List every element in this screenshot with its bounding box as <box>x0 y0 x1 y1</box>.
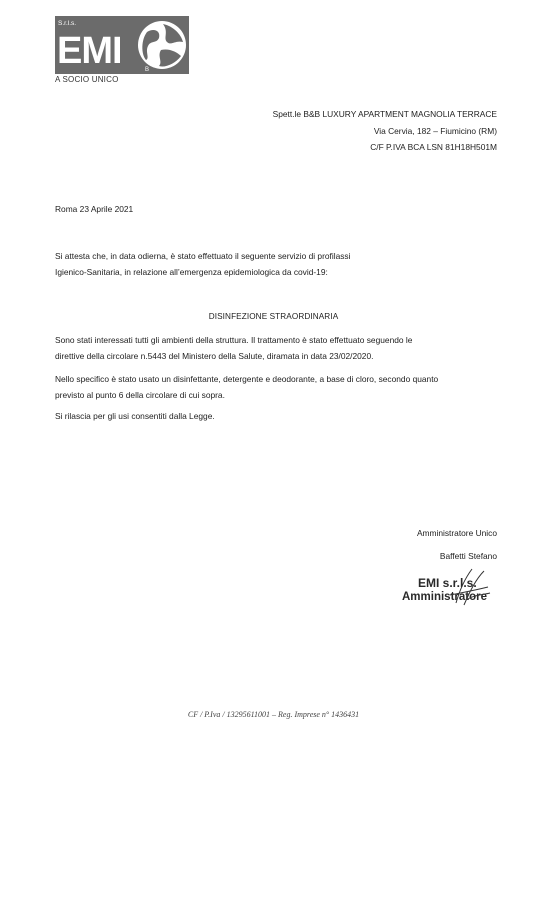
subject-heading: DISINFEZIONE STRAORDINARIA <box>208 312 339 321</box>
body-paragraph-3: Si rilascia per gli usi consentiti dalla Legge. <box>55 411 215 421</box>
place-date: Roma 23 Aprile 2021 <box>55 204 134 214</box>
body-paragraph-2: Nello specifico è stato usato un disinfettante, detergente e deodorante, a base di cloro, secondo quanto previsto al punto 6 della circolare di cui sopra. <box>55 374 439 400</box>
recipient-tax-id: C/F P.IVA BCA LSN 81H18H501M <box>370 142 497 152</box>
recipient-street: Via Cervia, 182 – Fiumicino (RM) <box>373 125 497 136</box>
body-paragraph-1: Sono stati interessati tutti gli ambienti della struttura. Il trattamento è stato effettuato seguendo le direttive della circolare n.5443 del Ministero della Salute, diramata in data 23/02/2020. <box>55 335 413 361</box>
recipient-address <box>273 106 497 156</box>
intro-paragraph: Si attesta che, in data odierna, è stato effettuato il seguente servizio di profilassi Igienico-Sanitaria, in relazione all’emergenza epidemiologica da covid-19: <box>55 251 351 277</box>
signature-name: Baffetti Stefano <box>439 551 497 561</box>
logo-caption: A SOCIO UNICO <box>55 75 119 84</box>
company-logo <box>55 16 189 74</box>
logo-mark: B <box>145 67 150 73</box>
recipient-name: Spett.le B&B LUXURY APARTMENT MAGNOLIA TERRACE <box>272 109 497 119</box>
stamp-line-2: Amministratore <box>402 591 487 603</box>
footer-company-info: CF / P.Iva / 13295611001 – Reg. Imprese n° 1436431 <box>187 710 360 719</box>
stamp-line-1: EMI s.r.l.s. <box>418 576 477 590</box>
signature-role: Amministratore Unico <box>416 528 497 538</box>
logo-srls: S.r.l.s. <box>58 20 77 27</box>
globe-icon <box>138 21 186 69</box>
logo-text: EMI <box>57 30 122 72</box>
signature-stamp <box>398 565 506 613</box>
